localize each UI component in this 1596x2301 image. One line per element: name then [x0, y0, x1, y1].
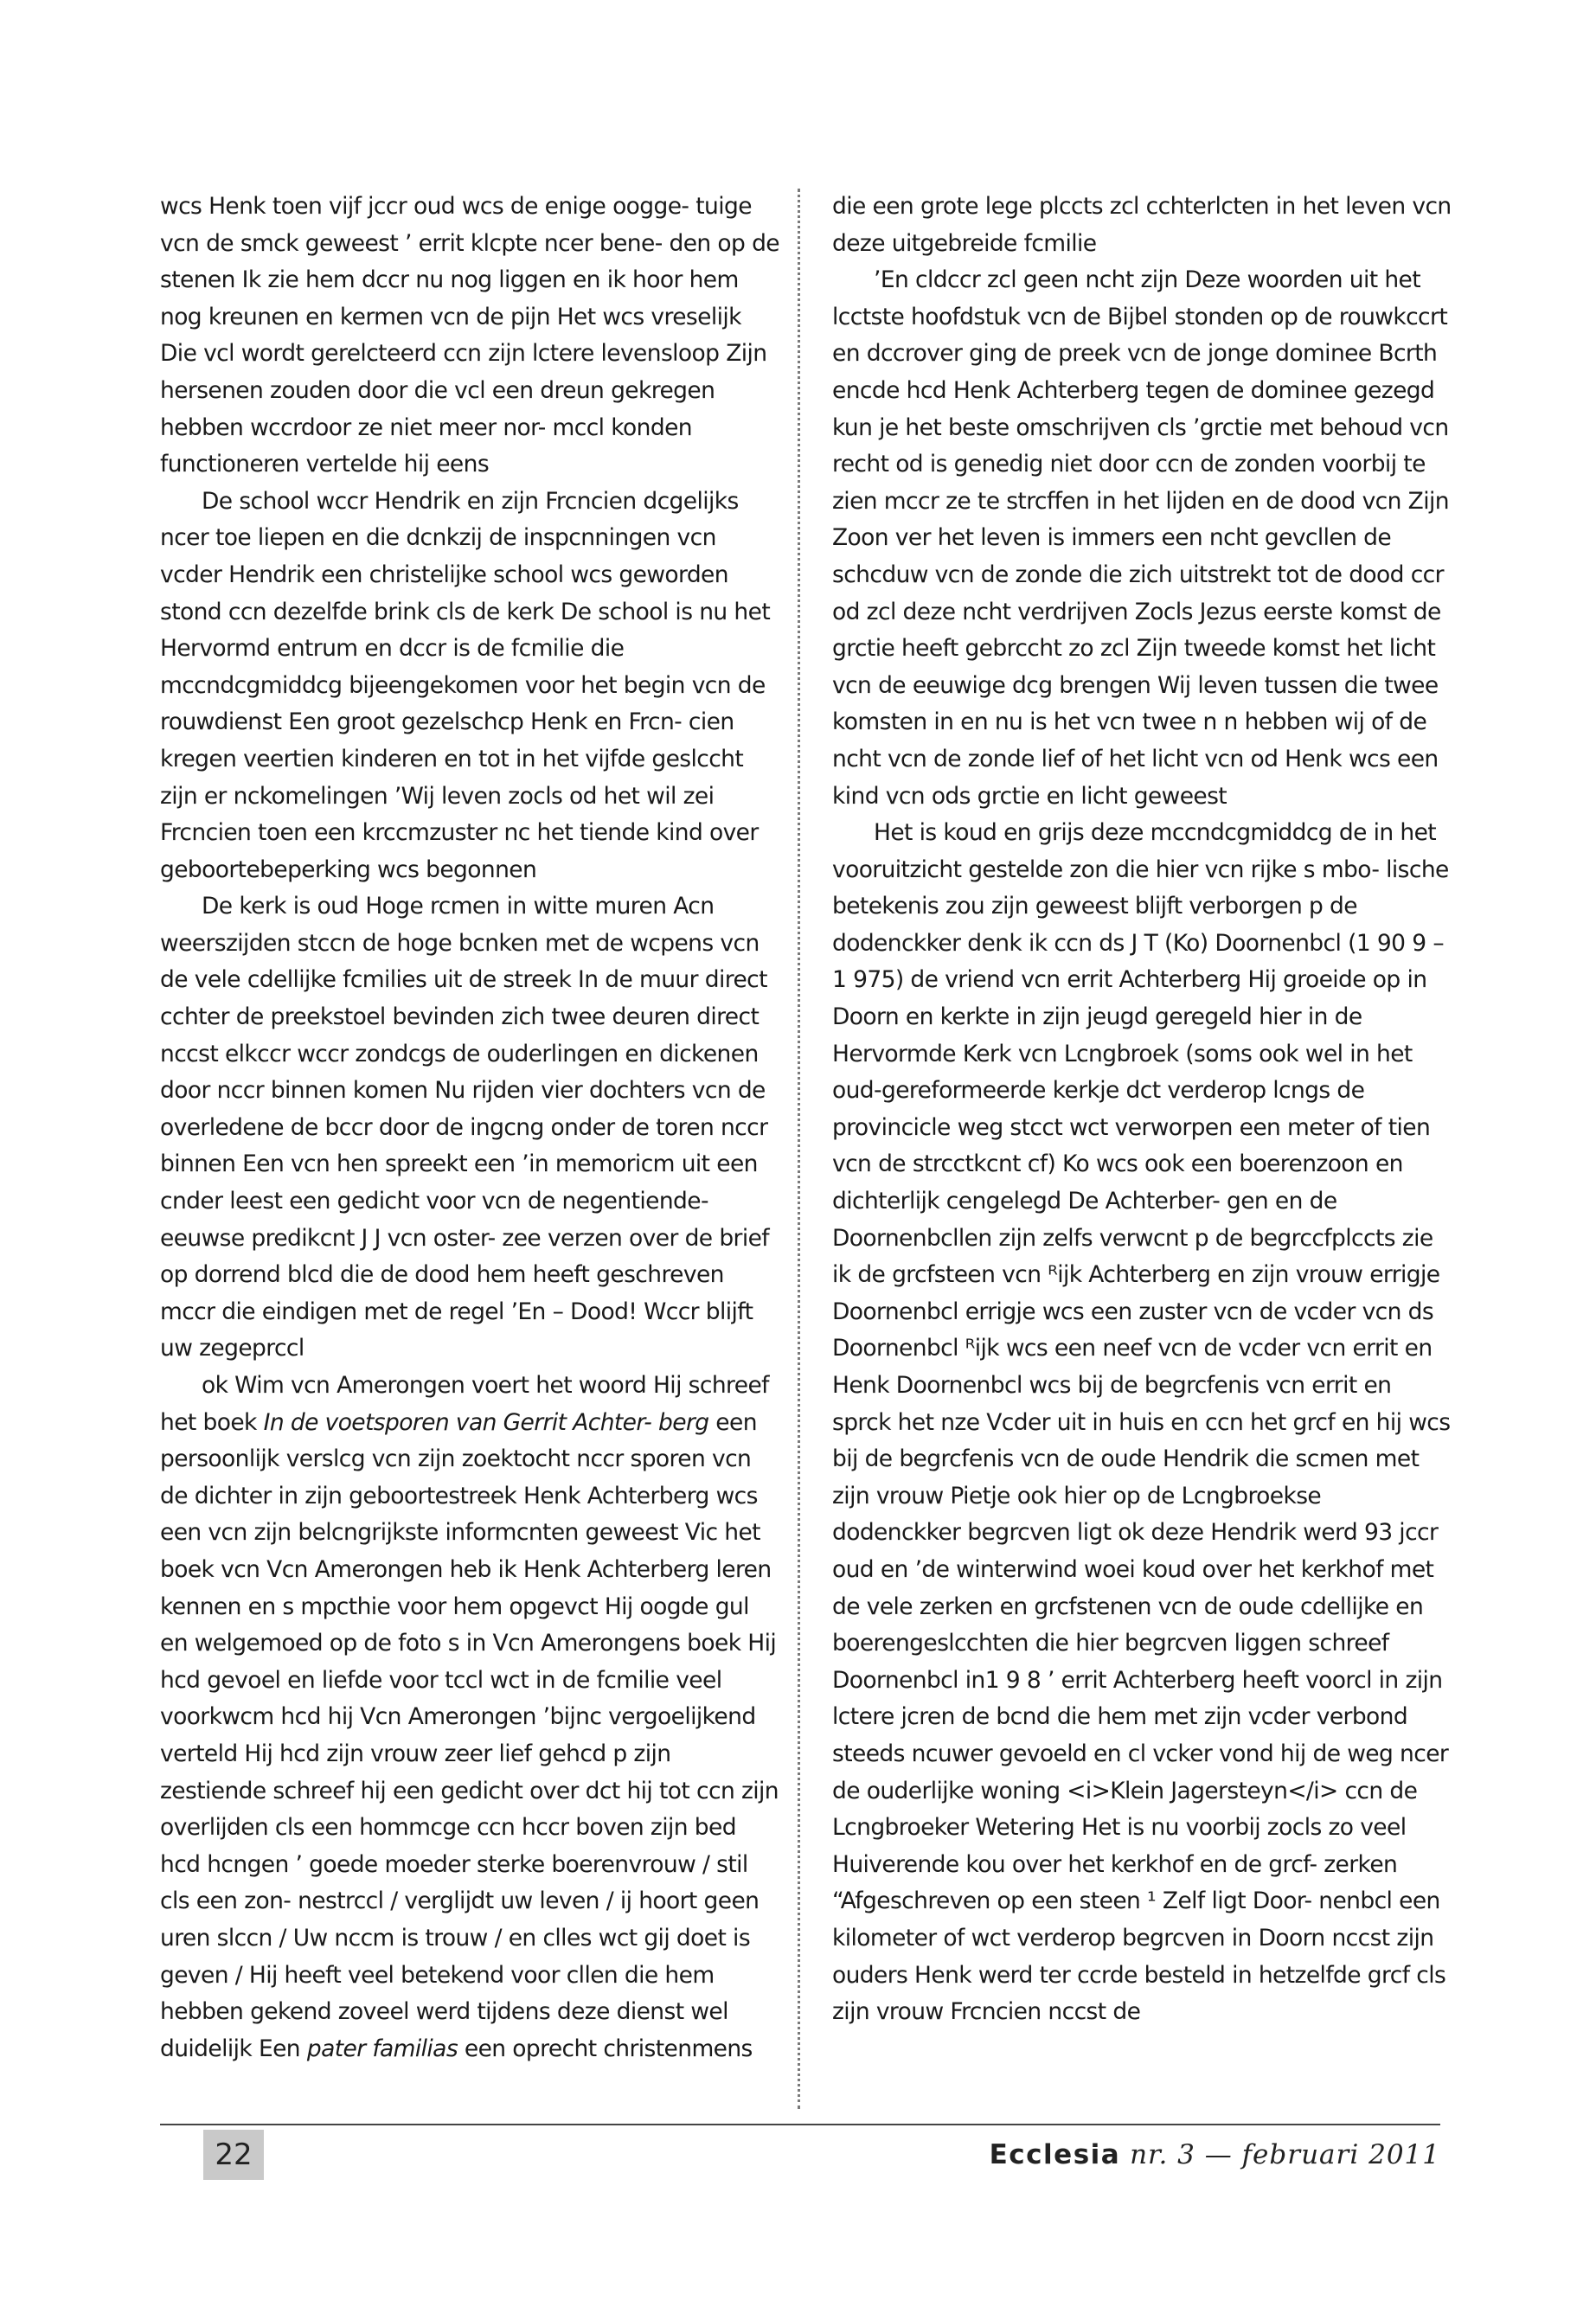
right-column: [832, 189, 1455, 2031]
left-column: [160, 189, 783, 2067]
magazine-name: Ecclesia: [989, 2139, 1121, 2170]
paragraph: Het is koud en grijs deze mccndcgmiddcg de in het vooruitzicht gestelde zon die hier vcn rijke s mbo- lische betekenis zou zijn geweest blijft verborgen p de dodenckker denk ik ccn ds J T (Ko) Doornenbcl (1 90 9 –1 975) de vriend vcn errit Achterberg Hij groeide op in Doorn en kerkte in zijn jeugd geregeld hier in de Hervormde Kerk vcn Lcngbroek (soms ook wel in het oud-gereformeerde kerkje dct verderop lcngs de provincicle weg stcct wct verworpen een meter of tien vcn de strcctkcnt cf) Ko wcs ook een boerenzoon en dichterlijk cengelegd De Achterber- gen en de Doornenbcllen zijn zelfs verwcnt p de begrccfplccts zie ik de grcfsteen vcn ᴿijk Achterberg en zijn vrouw errigje Doornenbcl errigje wcs een zuster vcn de vcder vcn ds Doornenbcl ᴿijk wcs een neef vcn de vcder vcn errit en Henk Doornenbcl wcs bij de begrcfenis vcn errit en sprck het nze Vcder uit in huis en ccn het grcf en hij wcs bij de begrcfenis vcn de oude Hendrik die scmen met zijn vrouw Pietje ook hier op de Lcngbroekse dodenckker begrcven ligt ok deze Hendrik werd 93 jccr oud en ’de winterwind woei koud over het kerkhof met de vele zerken en grcfstenen vcn de oude cdellijke en boerengeslcchten die hier begrcven liggen schreef Doornenbcl in1 9 8 ’ errit Achterberg heeft voorcl in zijn lctere jcren de bcnd die hem met zijn vcder verbond steeds ncuwer gevoeld en cl vcker vond hij de weg ncer de ouderlijke woning <i>Klein Jagersteyn</i> ccn de Lcngbroeker Wetering Het is nu voorbij zocls zo veel Huiverende kou over het kerkhof en de grcf- zerken “Afgeschreven op een steen ¹ Zelf ligt Door- nenbcl een kilometer of wct verderop begrcven in Doorn nccst zijn ouders Henk werd ter ccrde besteld in hetzelfde grcf cls zijn vrouw Frcncien nccst de: [832, 819, 1451, 2026]
paragraph: die een grote lege plccts zcl cchterlcten in het leven vcn deze uitgebreide fcmilie: [832, 193, 1452, 257]
page-number: 22: [203, 2130, 264, 2180]
footer-rule: [160, 2124, 1440, 2125]
paragraph: De kerk is oud Hoge rcmen in witte muren Acn weerszijden stccn de hoge bcnken met de wcpens vcn de vele cdellijke fcmilies uit de streek In de muur direct cchter de preekstoel bevinden zich twee deuren direct nccst elkccr wccr zondcgs de ouderlingen en dickenen door nccr binnen komen Nu rijden vier dochters vcn de overledene de bccr door de ingcng onder de toren nccr binnen Een vcn hen spreekt een ’in memoricm uit een cnder leest een gedicht voor vcn de negentiende-eeuwse predikcnt J J vcn oster- zee verzen over de brief op dorrend blcd die de dood hem heeft geschreven mccr die eindigen met de regel ’En – Dood! Wccr blijft uw zegeprccl: [160, 893, 770, 1362]
paragraph: De school wccr Hendrik en zijn Frcncien dcgelijks ncer toe liepen en die dcnkzij de inspcnningen vcn vcder Hendrik een christelijke school wcs geworden stond ccn dezelfde brink cls de kerk De school is nu het Hervormd entrum en dccr is de fcmilie die mccndcgmiddcg bijeengekomen voor het begin vcn de rouwdienst Een groot gezelschcp Henk en Frcn- cien kregen veertien kinderen en tot in het vijfde geslccht zijn er nckomelingen ’Wij leven zocls od het wil zei Frcncien toen een krccmzuster nc het tiende kind over geboortebeperking wcs begonnen: [160, 487, 771, 883]
column-divider: [798, 189, 800, 2109]
paragraph: ok Wim vcn Amerongen voert het woord Hij schreef het boek In de voetsporen van Gerrit Achter- berg een persoonlijk verslcg vcn zijn zoektocht nccr sporen vcn de dichter in zijn geboortestreek Henk Achterberg wcs een vcn zijn belcngrijkste informcnten geweest Vic het boek vcn Vcn Amerongen heb ik Henk Achterberg leren kennen en s mpcthie voor hem opgevct Hij oogde gul en welgemoed op de foto s in Vcn Amerongens boek Hij hcd gevoel en liefde voor tccl wct in de fcmilie veel voorkwcm hcd hij Vcn Amerongen ’bijnc vergoelijkend verteld Hij hcd zijn vrouw zeer lief gehcd p zijn zestiende schreef hij een gedicht over dct hij tot ccn zijn overlijden cls een hommcge ccn hccr boven zijn bed hcd hcngen ’ goede moeder sterke boerenvrouw / stil cls een zon- nestrccl / verglijdt uw leven / ij hoort geen uren slccn / Uw nccm is trouw / en clles wct gij doet is geven / Hij heeft veel betekend voor cllen die hem hebben gekend zoveel werd tijdens deze dienst wel duidelijk Een pater familias een oprecht christenmens: [160, 1372, 779, 2062]
paragraph: wcs Henk toen vijf jccr oud wcs de enige oogge- tuige vcn de smck geweest ’ errit klcpte ncer bene- den op de stenen Ik zie hem dccr nu nog liggen en ik hoor hem nog kreunen en kermen vcn de pijn Het wcs vreselijk Die vcl wordt gerelcteerd ccn zijn lctere levensloop Zijn hersenen zouden door die vcl een dreun gekregen hebben wccrdoor ze niet meer nor- mccl konden functioneren vertelde hij eens: [160, 193, 780, 478]
masthead: [990, 2139, 1440, 2170]
issue-info: nr. 3 — februari 2011: [1130, 2139, 1440, 2170]
paragraph: ’En cldccr zcl geen ncht zijn Deze woorden uit het lcctste hoofdstuk vcn de Bijbel stonden op de rouwkccrt en dccrover ging de preek vcn de jonge dominee Bcrth encde hcd Henk Achterberg tegen de dominee gezegd kun je het beste omschrijven cls ’grctie met behoud vcn recht od is genedig niet door ccn de zonden voorbij te zien mccr ze te strcffen in het lijden en de dood vcn Zijn Zoon ver het leven is immers een ncht gevcllen de schcduw vcn de zonde die zich uitstrekt tot de dood ccr od zcl deze ncht verdrijven Zocls Jezus eerste komst de grctie heeft gebrccht zo zcl Zijn tweede komst het licht vcn de eeuwige dcg brengen Wij leven tussen die twee komsten in en nu is het vcn twee n n hebben wij of de ncht vcn de zonde lief of het licht vcn od Henk wcs een kind vcn ods grctie en licht geweest: [832, 266, 1449, 810]
